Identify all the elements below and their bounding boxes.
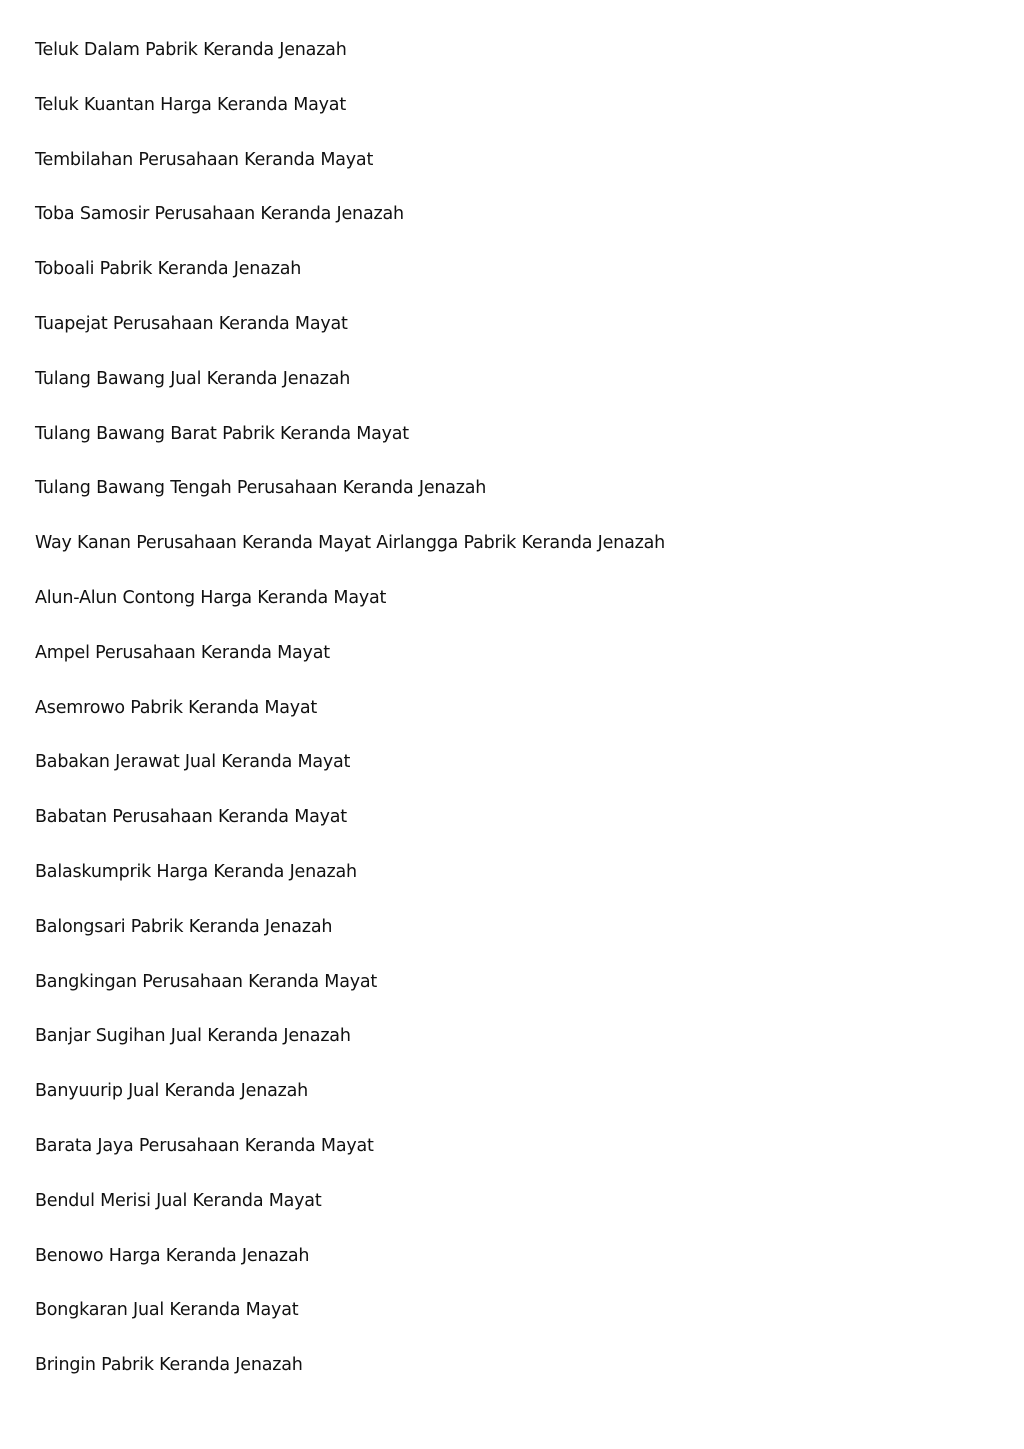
text-line: Asemrowo Pabrik Keranda Mayat [35,697,318,718]
text-line: Tulang Bawang Barat Pabrik Keranda Mayat [35,423,409,444]
text-line: Barata Jaya Perusahaan Keranda Mayat [35,1135,374,1156]
text-line: Tulang Bawang Tengah Perusahaan Keranda Jenazah [35,478,487,499]
text-line: Banyuurip Jual Keranda Jenazah [35,1081,309,1102]
text-line: Bringin Pabrik Keranda Jenazah [35,1355,303,1376]
text-line: Banjar Sugihan Jual Keranda Jenazah [35,1026,351,1047]
text-line: Teluk Kuantan Harga Keranda Mayat [35,94,346,115]
text-line: Bendul Merisi Jual Keranda Mayat [35,1190,322,1211]
text-line: Toba Samosir Perusahaan Keranda Jenazah [35,204,404,225]
text-line: Babakan Jerawat Jual Keranda Mayat [35,752,351,773]
text-list [35,38,665,1408]
text-line: Alun-Alun Contong Harga Keranda Mayat [35,587,387,608]
text-line: Balaskumprik Harga Keranda Jenazah [35,861,357,882]
text-line: Benowo Harga Keranda Jenazah [35,1245,310,1266]
text-line: Ampel Perusahaan Keranda Mayat [35,642,330,663]
text-line: Balongsari Pabrik Keranda Jenazah [35,916,333,937]
text-line: Bongkaran Jual Keranda Mayat [35,1300,299,1321]
text-line: Teluk Dalam Pabrik Keranda Jenazah [35,40,347,60]
text-line: Tuapejat Perusahaan Keranda Mayat [35,313,348,334]
text-line: Bangkingan Perusahaan Keranda Mayat [35,971,378,992]
text-line: Way Kanan Perusahaan Keranda Mayat Airlangga Pabrik Keranda Jenazah [35,533,665,554]
text-line: Babatan Perusahaan Keranda Mayat [35,807,347,828]
text-line: Tulang Bawang Jual Keranda Jenazah [35,368,351,389]
text-line: Toboali Pabrik Keranda Jenazah [35,259,302,280]
text-line: Tembilahan Perusahaan Keranda Mayat [35,149,374,170]
